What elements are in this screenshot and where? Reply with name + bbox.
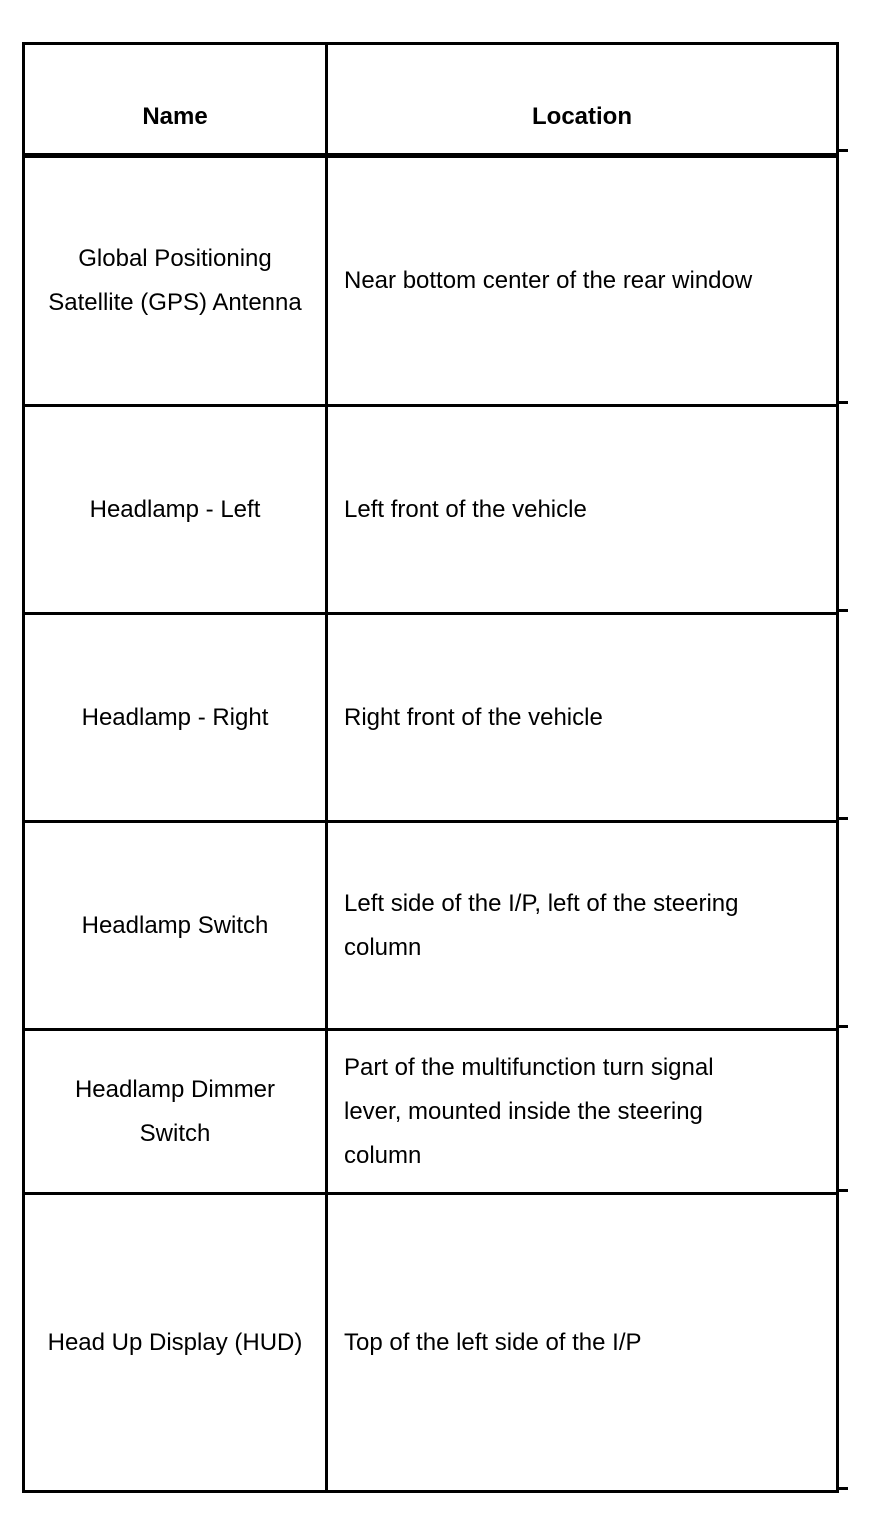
rule-stub xyxy=(836,817,848,820)
cell-name: Headlamp Dimmer Switch xyxy=(24,1030,327,1194)
rule-stub xyxy=(836,1487,848,1490)
cell-location: Near bottom center of the rear window xyxy=(327,156,838,406)
cell-location: Left front of the vehicle xyxy=(327,406,838,614)
cell-name: Headlamp - Right xyxy=(24,614,327,822)
table-row xyxy=(24,1030,838,1194)
table-row xyxy=(24,614,838,822)
cell-location: Left side of the I/P, left of the steering column xyxy=(327,822,838,1030)
cell-name: Headlamp - Left xyxy=(24,406,327,614)
table-row xyxy=(24,822,838,1030)
cell-name: Global Positioning Satellite (GPS) Antenna xyxy=(24,156,327,406)
rule-stub xyxy=(836,1189,848,1192)
cell-location: Right front of the vehicle xyxy=(327,614,838,822)
rule-stub xyxy=(836,1025,848,1028)
header-location: Location xyxy=(327,44,838,156)
table-row xyxy=(24,406,838,614)
table-row xyxy=(24,1194,838,1492)
cell-name: Headlamp Switch xyxy=(24,822,327,1030)
cell-location: Part of the multifunction turn signal lever, mounted inside the steering column xyxy=(327,1030,838,1194)
table-row xyxy=(24,156,838,406)
header-name: Name xyxy=(24,44,327,156)
header-row xyxy=(24,44,838,156)
rule-stub xyxy=(836,401,848,404)
rule-stub xyxy=(836,149,848,152)
cell-name: Head Up Display (HUD) xyxy=(24,1194,327,1492)
component-location-table xyxy=(22,42,839,1493)
cell-location: Top of the left side of the I/P xyxy=(327,1194,838,1492)
rule-stub xyxy=(836,609,848,612)
